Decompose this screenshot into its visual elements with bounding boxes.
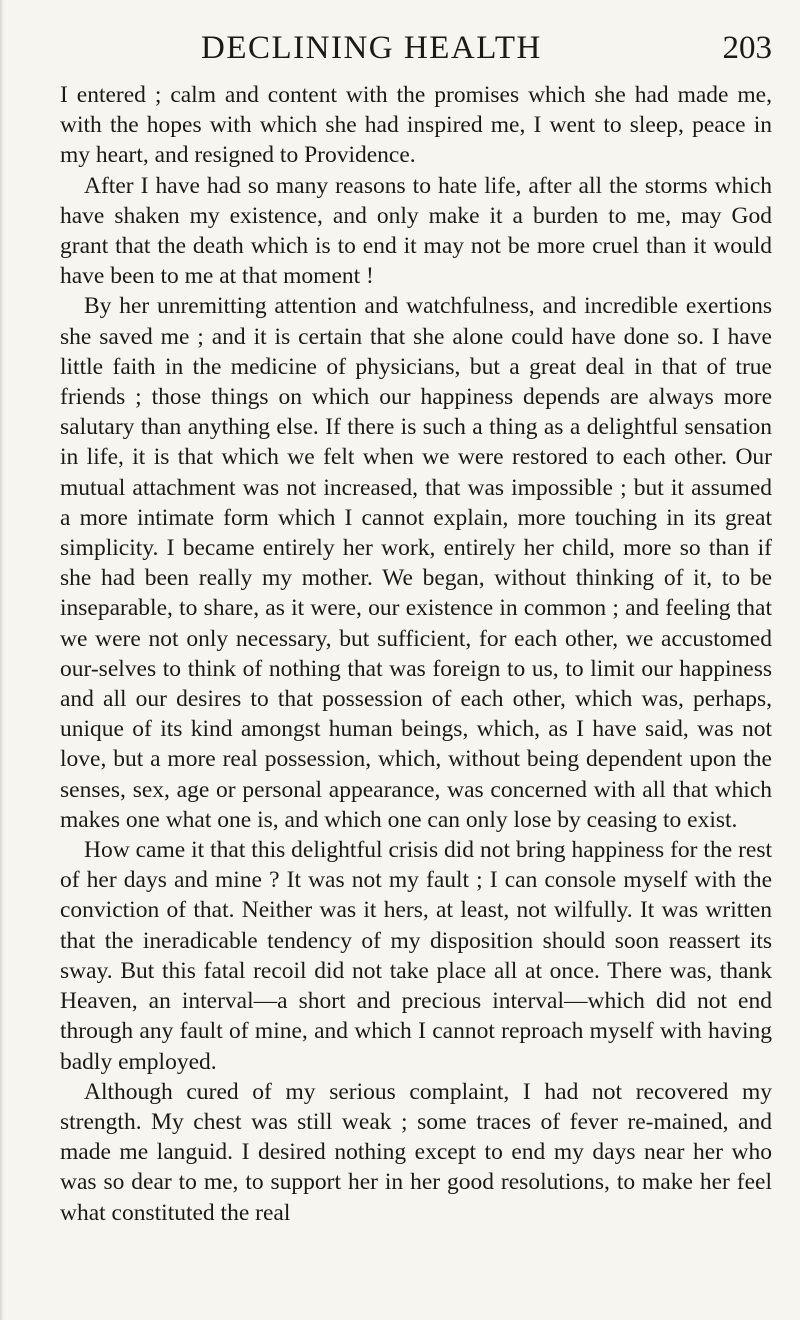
- paragraph-3: By her unremitting attention and watchfulness, and incredible exertions she saved me ; and it is certain that she alone could have done so. I have little faith in the medicine of physicians, but a great deal in that of true friends ; those things on which our happiness depends are always more salutary than anything else. If there is such a thing as a delightful sensation in life, it is that which we felt when we were restored to each other. Our mutual attachment was not increased, that was impossible ; but it assumed a more intimate form which I cannot explain, more touching in its great simplicity. I became entirely her work, entirely her child, more so than if she had been really my mother. We began, without thinking of it, to be inseparable, to share, as it were, our existence in common ; and feeling that we were not only necessary, but sufficient, for each other, we accustomed our-selves to think of nothing that was foreign to us, to limit our happiness and all our desires to that possession of each other, which was, perhaps, unique of its kind amongst human beings, which, as I have said, was not love, but a more real possession, which, without being dependent upon the senses, sex, age or personal appearance, was concerned with all that which makes one what one is, and which one can only lose by ceasing to exist.: [60, 293, 772, 833]
- paragraph-4: How came it that this delightful crisis did not bring happiness for the rest of her days and mine ? It was not my fault ; I can console myself with the conviction of that. Neither was it hers, at least, not wilfully. It was written that the ineradicable tendency of my disposition should soon reassert its sway. But this fatal recoil did not take place all at once. There was, thank Heaven, an interval—a short and precious interval—which did not end through any fault of mine, and which I cannot reproach myself with having badly employed.: [60, 837, 772, 1075]
- running-head: [60, 28, 772, 68]
- body-text: [60, 80, 772, 1228]
- paragraph-5: Although cured of my serious complaint, I had not recovered my strength. My chest was still weak ; some traces of fever re-mained, and made me languid. I desired nothing except to end my days near her who was so dear to me, to support her in her good resolutions, to make her feel what constituted the real: [60, 1078, 772, 1226]
- page-number: 203: [722, 30, 772, 66]
- paragraph-2: After I have had so many reasons to hate life, after all the storms which have shaken my existence, and only make it a burden to me, may God grant that the death which is to end it may not be more cruel than it would have been to me at that moment !: [60, 172, 772, 290]
- paragraph-1: I entered ; calm and content with the promises which she had made me, with the hopes with which she had inspired me, I went to sleep, peace in my heart, and resigned to Providence.: [60, 82, 772, 169]
- running-title: DECLINING HEALTH: [201, 30, 542, 66]
- page-edge-shadow: [0, 0, 4, 1320]
